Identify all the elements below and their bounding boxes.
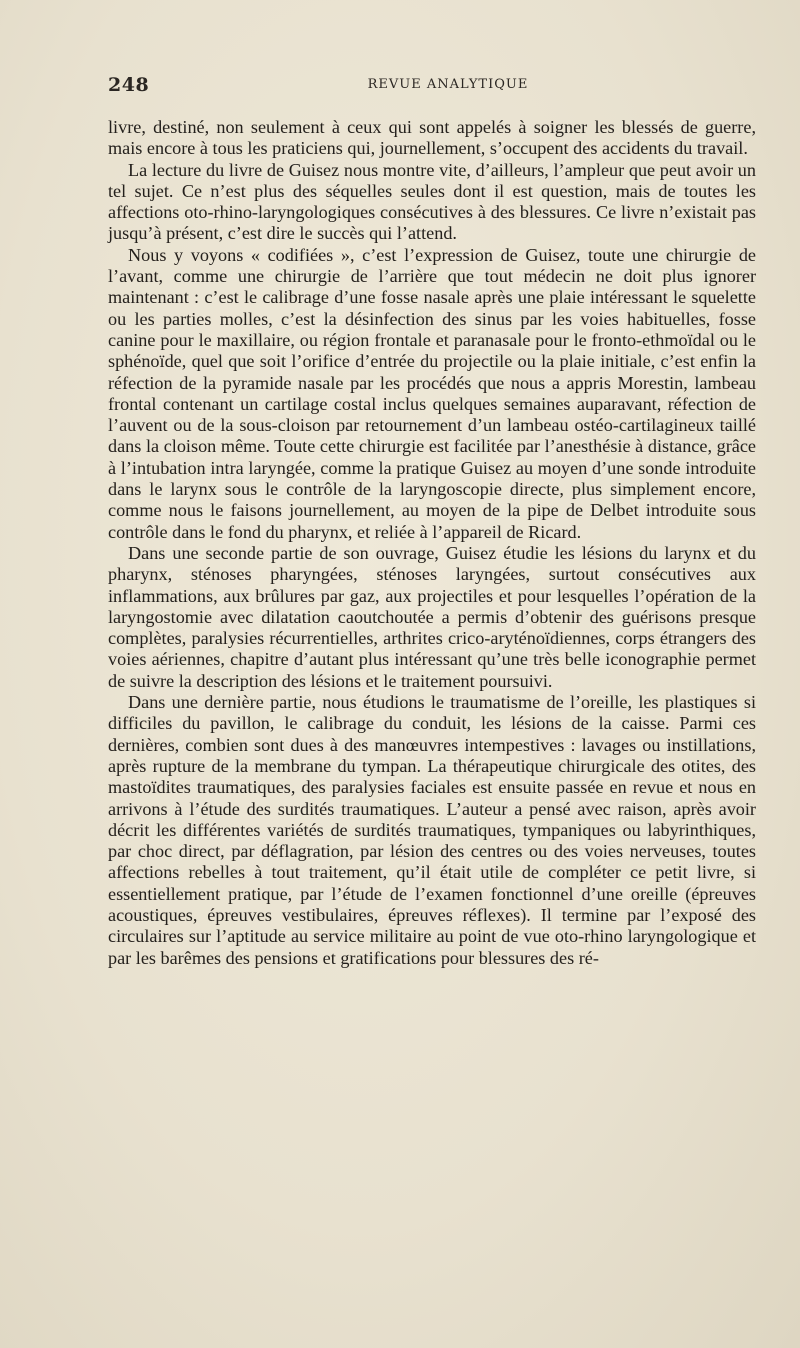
page-header: [108, 74, 758, 98]
paragraph: Dans une dernière partie, nous étudions le traumatisme de l’oreille, les plastiques si difficiles du pavillon, le calibrage du conduit, les lésions de la caisse. Parmi ces dernières, combien sont dues à des manœuvres intempestives : lavages ou instillations, après rupture de la membrane du tympan. La thérapeutique chirurgicale des otites, des mastoïdites traumatiques, des paralysies faciales est ensuite passée en revue et nous en arrivons à l’étude des surdités traumatiques. L’auteur a pensé avec raison, après avoir décrit les différentes variétés de surdités traumatiques, tympaniques ou labyrinthiques, par choc direct, par déflagration, par lésion des centres ou des voies nerveuses, toutes affections rebelles à tout traitement, qu’il était utile de compléter ce petit livre, si essentiellement pratique, par l’étude de l’examen fonctionnel d’une oreille (épreuves acoustiques, épreuves vestibulaires, épreuves réflexes). Il termine par l’exposé des circulaires sur l’aptitude au service militaire au point de vue oto-rhino laryngologique et par les barêmes des pensions et gratifications pour blessures des ré-: [108, 692, 756, 968]
paragraph: La lecture du livre de Guisez nous montre vite, d’ailleurs, l’ampleur que peut avoir un tel sujet. Ce n’est plus des séquelles seules dont il est question, mais de toutes les affections oto-rhino-laryngologiques consécutives à des blessures. Ce livre n’existait pas jusqu’à présent, c’est dire le succès qui l’attend.: [108, 159, 756, 244]
paragraph: Nous y voyons « codifiées », c’est l’expression de Guisez, toute une chirurgie de l’avant, comme une chirurgie de l’arrière que tout médecin ne doit plus ignorer maintenant : c’est le calibrage d’une fosse nasale après une plaie intéressant le squelette ou les parties molles, c’est la désinfection des sinus par les voies habituelles, fosse canine pour le maxillaire, ou région frontale et paranasale pour le fronto-ethmoïdal ou le sphénoïde, quel que soit l’orifice d’entrée du projectile ou la plaie initiale, c’est enfin la réfection de la pyramide nasale par les procédés que nous a appris Morestin, lambeau frontal contenant un cartilage costal inclus quelques semaines auparavant, réfection de l’auvent ou de la sous-cloison par retournement d’un lambeau ostéo-cartilagineux taillé dans la cloison même. Toute cette chirurgie est facilitée par l’anesthésie à distance, grâce à l’intubation intra laryngée, comme la pratique Guisez au moyen d’une sonde introduite dans le larynx sous le contrôle de la laryngoscopie directe, plus simplement encore, comme nous le faisons journellement, au moyen de la pipe de Delbet introduite sous contrôle dans le fond du pharynx, et reliée à l’appareil de Ricard.: [108, 244, 756, 542]
running-title: REVUE ANALYTIQUE: [367, 77, 529, 92]
body-text: [108, 117, 756, 969]
paragraph: livre, destiné, non seulement à ceux qui sont appelés à soigner les blessés de guerre, mais encore à tous les praticiens qui, journellement, s’occupent des accidents du travail.: [108, 117, 756, 159]
page-number: 248: [108, 74, 150, 96]
paragraph: Dans une seconde partie de son ouvrage, Guisez étudie les lésions du larynx et du pharynx, sténoses pharyngées, sténoses laryngées, surtout consécutives aux inflammations, aux brûlures par gaz, aux projectiles et pour lesquelles l’opération de la laryngostomie avec dilatation caoutchoutée a permis d’obtenir des guérisons presque complètes, paralysies récurrentielles, arthrites crico-aryténoïdiennes, corps étrangers des voies aériennes, chapitre d’autant plus intéressant qu’une très belle iconographie permet de suivre la description des lésions et le traitement poursuivi.: [108, 542, 756, 691]
